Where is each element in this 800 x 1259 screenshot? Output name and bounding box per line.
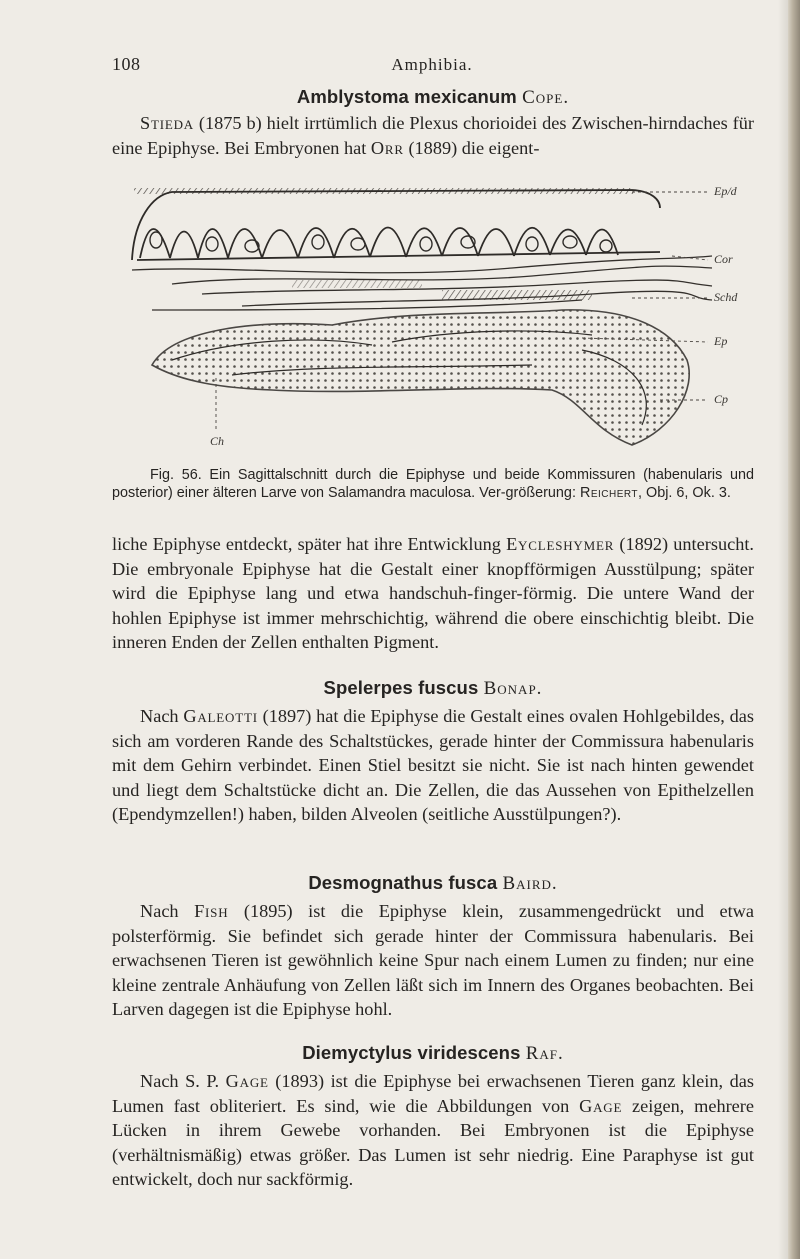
section-amblystoma	[112, 86, 754, 160]
section-heading	[112, 1042, 754, 1065]
label-ep-d: Ep/d	[714, 184, 737, 198]
section-desmognathus	[112, 872, 754, 1022]
author-name: Fish	[194, 901, 229, 921]
species-author: Bonap.	[483, 678, 543, 699]
section-amblystoma-continued	[112, 532, 754, 655]
paragraph: liche Epiphyse entdeckt, später hat ihre Entwicklung Eycleshymer (1892) untersucht. Die embryonale Epiphyse hat die Gestalt einer knopfförmigen Ausstülpung; später wird die Epiphyse lang und etwa handschuh-finger-förmig. Die untere Wand der hohlen Epiphyse ist immer mehrschichtig, während die obere einschichtig bleibt. Die inneren Enden der Zellen enthalten Pigment.	[112, 534, 754, 653]
label-ep: Ep	[714, 334, 728, 348]
label-ch: Ch	[210, 434, 225, 448]
running-title: Amphibia.	[391, 55, 473, 74]
section-heading	[112, 872, 754, 895]
author-name: Gage	[225, 1071, 269, 1091]
figure-caption: Fig. 56. Ein Sagittalschnitt durch die Epiphyse und beide Kommissuren (habenularis und posterior) einer älteren Larve von Salamandra maculosa. Ver-größerung: Reichert, Obj. 6, Ok. 3.	[112, 467, 755, 501]
paragraph: Nach S. P. Gage (1893) ist die Epiphyse bei erwachsenen Tieren ganz klein, das Lumen fast obliteriert. Es sind, wie die Abbildungen von Gage zeigen, mehrere Lücken in ihrem Gewebe vorhanden. Bei Embryonen ist die Epiphyse (verhältnismäßig) etwas größer. Das Lumen ist sehr niedrig. Eine Paraphyse ist gut entwickelt, doch nur sackförmig.	[112, 1071, 754, 1190]
author-name: Reichert	[579, 484, 639, 501]
author-name: Galeotti	[183, 706, 258, 726]
species-author: Baird.	[502, 873, 558, 894]
label-schd: Schd	[714, 290, 738, 304]
section-heading	[112, 677, 754, 700]
paragraph: Nach Fish (1895) ist die Epiphyse klein, zusammengedrückt und etwa polsterförmig. Sie befindet sich gerade hinter der Commissura habenularis. Bei erwachsenen Tieren ist gewöhnlich keine Spur nach einem Lumen zu finden; nur eine kleine zentrale Anhäufung von Zellen läßt sich im Innern des Organes beobachten. Bei Larven dagegen ist die Epiphyse hohl.	[112, 901, 754, 1020]
author-name: Stieda	[140, 113, 194, 133]
page-number: 108	[112, 54, 141, 74]
book-edge	[788, 0, 800, 1259]
label-cor: Cor	[714, 252, 733, 266]
section-diemyctylus	[112, 1042, 754, 1192]
species-name: Amblystoma mexicanum	[296, 86, 517, 107]
paragraph: Nach Galeotti (1897) hat die Epiphyse die Gestalt eines ovalen Hohlgebildes, das sich am vorderen Rande des Schaltstückes, gerade hinter der Commissura habenularis mit dem Gehirn verbindet. Einen Stiel besitzt sie nicht. Sie ist nach hinten gewendet und liegt dem Schaltstücke dicht an. Die Zellen, die das Aussehen von Epithelzellen (Ependymzellen!) haben, bilden Alveolen (seitliche Ausstülpungen?).	[112, 706, 754, 825]
species-name: Spelerpes fuscus	[323, 677, 479, 698]
author-name: Orr	[370, 137, 404, 158]
paragraph: Stieda (1875 b) hielt irrtümlich die Plexus chorioidei des Zwischen-hirndaches für eine Epiphyse. Bei Embryonen hat Orr (1889) die eigent-	[112, 113, 754, 158]
label-cp: Cp	[714, 392, 729, 406]
epiphysis-illustration	[112, 160, 762, 450]
running-head	[112, 54, 752, 80]
author-name: Eycleshymer	[506, 534, 615, 554]
page-edge-shadow	[778, 0, 788, 1259]
species-author: Cope.	[522, 87, 570, 108]
species-name: Diemyctylus viridescens	[302, 1042, 521, 1063]
section-heading	[112, 86, 754, 109]
species-author: Raf.	[525, 1043, 564, 1064]
section-spelerpes	[112, 677, 754, 827]
species-name: Desmognathus fusca	[308, 872, 498, 893]
figure-sagittal-section	[112, 160, 762, 450]
author-name: Gage	[579, 1095, 623, 1116]
